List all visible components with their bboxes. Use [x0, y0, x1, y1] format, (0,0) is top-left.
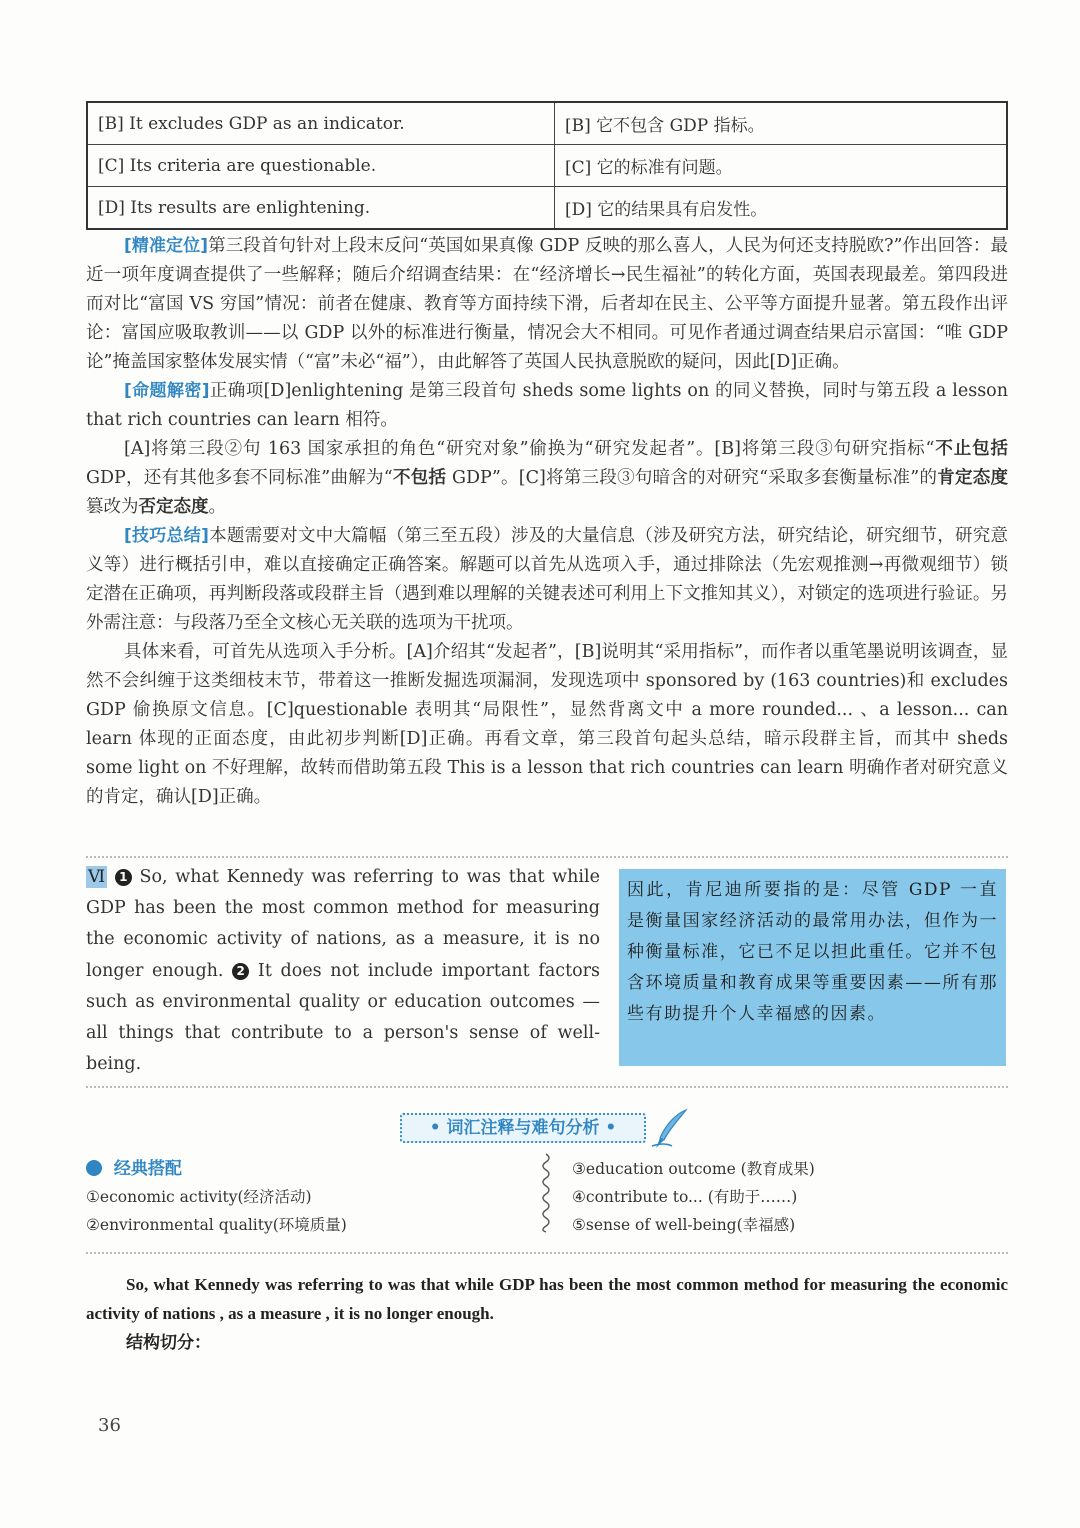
sentence-1: So, what Kennedy was referring to was that while GDP has been the most common method for measuring the economic activity of nations, as a measure, it is no longer enough. [86, 867, 600, 981]
detail-text: 具体来看，可首先从选项入手分析。[A]介绍其“发起者”，[B]说明其“采用指标”，而作者以重笔墨说明该调查，显然不会纠缠于这类细枝末节，带着这一推断发掘选项漏洞，发现选项中 sponsored by (163 countries)和 excludes GDP 偷换原文信息。[C]questionable 表明其“局限性”，显然背离文中 a more rounded... 、a lesson... can learn 体现的正面态度，由此初步判断[D]正确。再看文章，第三段首句起头总结，暗示段群主旨，而其中 sheds some light on 不好理解，故转而借助第五段 This is a lesson that rich countries can learn 明确作者对研究意义的肯定，确认[D]正确。 [86, 642, 1008, 807]
wrong-text: GDP”。[C]将第三段③句暗含的对研究“采取多套衡量标准”的 [446, 468, 938, 488]
collocation-item: ②environmental quality(环境质量) [86, 1216, 347, 1234]
quill-icon [650, 1108, 690, 1150]
option-en: [B] It excludes GDP as an indicator. [87, 102, 555, 145]
option-zh: [C] 它的标准有问题。 [555, 145, 1008, 187]
option-en: [D] Its results are enlightening. [87, 187, 555, 230]
collocation-item: ③education outcome (教育成果) [572, 1160, 815, 1178]
page-number: 36 [98, 1415, 121, 1436]
locate-text: 第三段首句针对上段末反问“英国如果真像 GDP 反映的那么喜人，人民为何还支持脱欧?”作出回答：最近一项年度调查提供了一些解释；随后介绍调查结果：在“经济增长→民生福祉”的转化方面，英国表现最差。第四段进而对比“富国 VS 穷国”情况：前者在健康、教育等方面持续下滑，后者却在民主、公平等方面提升显著。第五段作出评论：富国应吸取教训——以 GDP 以外的标准进行衡量，情况会大不相同。可见作者通过调查结果启示富国：“唯 GDP 论”掩盖国家整体发展实情（“富”未必“福”），由此解答了英国人民执意脱欧的疑问，因此[D]正确。 [86, 236, 1008, 372]
skill-text: 本题需要对文中大篇幅（第三至五段）涉及的大量信息（涉及研究方法，研究结论，研究细节，研究意义等）进行概括引申，难以直接确定正确答案。解题可以首先从选项入手，通过排除法（先宏观推测→再微观细节）锁定潜在正确项，再判断段落或段群主旨（遇到难以理解的关键表述可利用上下文推知其义），对锁定的选项进行验证。另外需注意：与段落乃至全文核心无关联的选项为干扰项。 [86, 526, 1008, 633]
sentence-number-2: 2 [232, 963, 249, 980]
structure-label: 结构切分： [126, 1333, 211, 1353]
table-row [87, 102, 1007, 145]
locate-tag: [精准定位] [124, 236, 209, 256]
translation-box [619, 869, 1006, 1066]
collocation-item: ⑤sense of well-being(幸福感) [572, 1216, 796, 1234]
wrong-text: [A]将第三段②句 163 国家承担的角色“研究对象”偷换为“研究发起者”。[B]将第三段③句研究指标“ [124, 439, 935, 459]
wrong-text: 篡改为 [86, 497, 139, 517]
sentence-number-1: 1 [115, 869, 132, 886]
wrong-options-paragraph [86, 435, 1008, 522]
explanation [86, 232, 1008, 812]
skill-tag: [技巧总结] [124, 526, 209, 546]
skill-paragraph [86, 522, 1008, 638]
translation-text: 因此，肯尼迪所要指的是：尽管 GDP 一直是衡量国家经济活动的最常用办法，但作为一种衡量标准，它已不足以担此重任。它并不包含环境质量和教育成果等重要因素——所有那些有助提升个人幸福感的因素。 [627, 880, 998, 1024]
passage-paragraph [86, 862, 600, 1080]
divider [86, 856, 1008, 858]
table-row [87, 187, 1007, 230]
wrong-bold: 不包括 [392, 468, 447, 488]
banner-title: • 词汇注释与难句分析 • [400, 1113, 646, 1143]
paragraph-number: Ⅵ [88, 867, 106, 887]
options-table [86, 101, 1008, 230]
wrong-text: 。 [208, 497, 226, 517]
locate-paragraph [86, 232, 1008, 377]
vocab-banner [400, 1108, 690, 1150]
option-zh: [D] 它的结果具有启发性。 [555, 187, 1008, 230]
analysis-sentence-text: So, what Kennedy was referring to was that while GDP has been the most common method for measuring the economic activity of nations , as a measure , it is no longer enough. [86, 1275, 1008, 1323]
divider [86, 1086, 1008, 1088]
collocation-item: ④contribute to... (有助于……) [572, 1188, 798, 1206]
collocation-title-text: 经典搭配 [113, 1159, 182, 1179]
wrong-bold: 不止包括 [934, 439, 1008, 459]
wrong-text: GDP，还有其他多套不同标准”曲解为“ [86, 468, 393, 488]
wrong-bold: 否定态度 [138, 497, 209, 517]
option-zh: [B] 它不包含 GDP 指标。 [555, 102, 1008, 145]
divider [86, 1252, 1008, 1254]
collocation-item: ①economic activity(经济活动) [86, 1188, 312, 1206]
sentence-2: It does not include important factors such as environmental quality or education outcomes — all things that contribute to a person's sense of well-being. [86, 960, 600, 1075]
detail-paragraph [86, 638, 1008, 812]
secret-text: 正确项[D]enlightening 是第三段首句 sheds some lights on 的同义替换，同时与第五段 a lesson that rich countries can learn 相符。 [86, 381, 1008, 430]
analysis-sentence [86, 1270, 1008, 1328]
secret-tag: [命题解密] [124, 381, 210, 401]
wrong-bold: 肯定态度 [937, 468, 1009, 488]
bullet-icon [86, 1160, 102, 1176]
option-en: [C] Its criteria are questionable. [87, 145, 555, 187]
spiral-divider-icon [536, 1152, 556, 1234]
collocation-title [86, 1154, 182, 1179]
table-row [87, 145, 1007, 187]
secret-paragraph [86, 377, 1008, 435]
